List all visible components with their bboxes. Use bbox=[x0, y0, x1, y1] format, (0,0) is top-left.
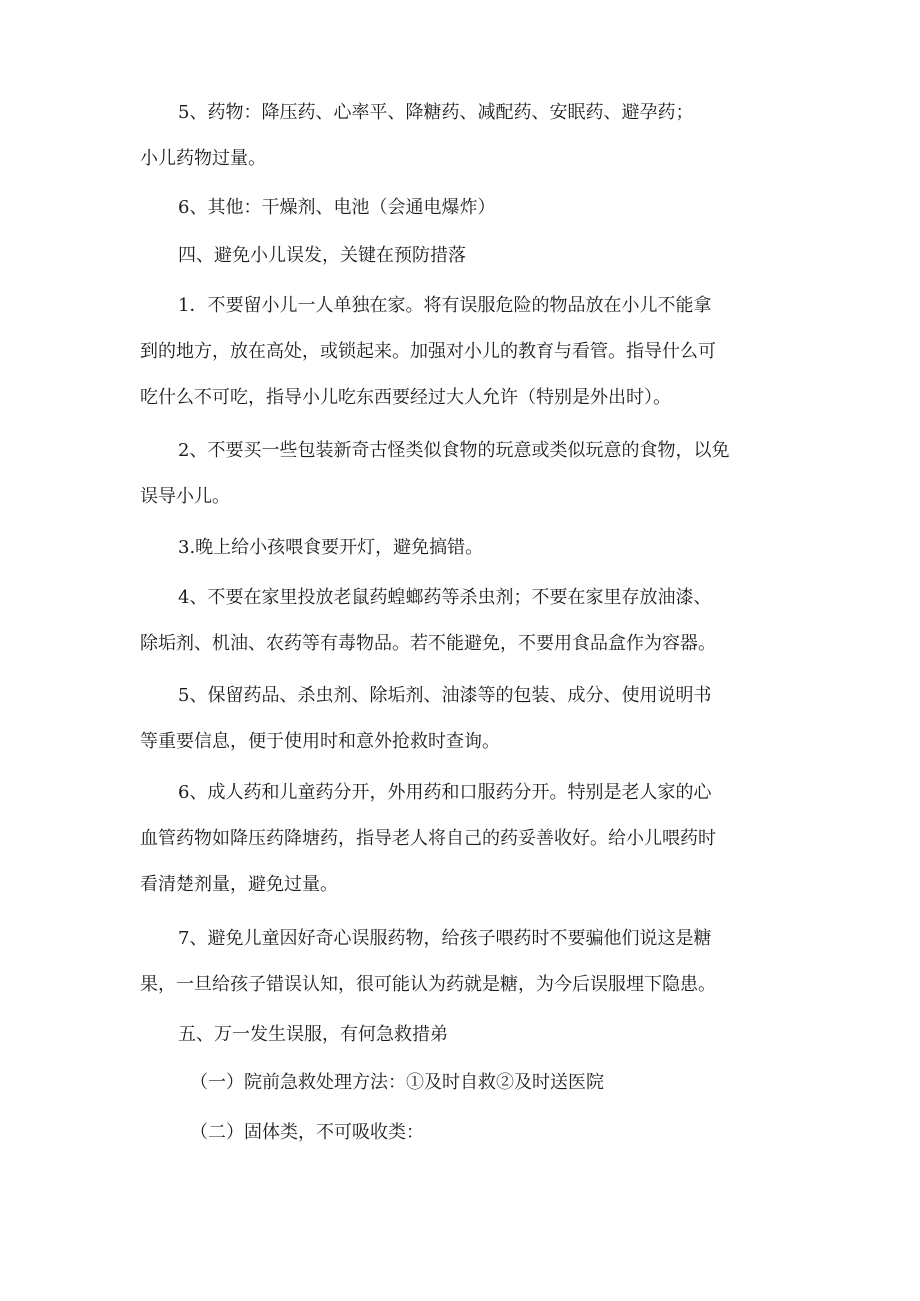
text-line: 除垢剂、机油、农药等有毒物品。若不能避免，不要用食品盒作为容器。 bbox=[140, 633, 716, 654]
paragraph-others bbox=[140, 185, 790, 231]
sub-heading-prehospital bbox=[140, 1060, 790, 1106]
text-line: 6、其他：干燥剂、电池（会通电爆炸） bbox=[178, 197, 496, 218]
text-line: 血管药物如降压药降塘药，指导老人将自己的药妥善收好。给小儿喂药时 bbox=[140, 828, 716, 849]
sub-heading-solid bbox=[140, 1110, 790, 1156]
text-line: 2、不要买一些包装新奇古怪类似食物的玩意或类似玩意的食物，以免 bbox=[178, 440, 730, 461]
text-line: 3.晚上给小孩喂食要开灯，避免搞错。 bbox=[178, 537, 484, 558]
paragraph-medicines bbox=[140, 90, 790, 182]
text-line: 误导小儿。 bbox=[140, 486, 230, 507]
text-line: 果，一旦给孩子错误认知，很可能认为药就是糖，为今后误服埋下隐患。 bbox=[140, 974, 716, 995]
text-line: 看清楚剂量，避免过量。 bbox=[140, 874, 338, 895]
paragraph-rule-3 bbox=[140, 525, 790, 571]
sub-heading: （一）院前急救处理方法：①及时自救②及时送医院 bbox=[190, 1072, 604, 1093]
text-line: 4、不要在家里投放老鼠药蝗螂药等杀虫剂；不要在家里存放油漆、 bbox=[178, 587, 712, 608]
paragraph-rule-7 bbox=[140, 916, 790, 1008]
text-line: 吃什么不可吃，指导小儿吃东西要经过大人允许（特别是外出时）。 bbox=[140, 387, 671, 408]
text-line: 1．不要留小儿一人单独在家。将有误服危险的物品放在小儿不能拿 bbox=[178, 295, 712, 316]
text-line: 5、保留药品、杀虫剂、除垢剂、油漆等的包装、成分、使用说明书 bbox=[178, 685, 712, 706]
paragraph-rule-2 bbox=[140, 428, 790, 520]
text-line: 6、成人药和儿童药分开，外用药和口服药分开。特别是老人家的心 bbox=[178, 782, 712, 803]
text-line: 小儿药物过量。 bbox=[140, 148, 266, 169]
paragraph-rule-4 bbox=[140, 575, 790, 667]
text-line: 5、药物：降压药、心率平、降糖药、减配药、安眠药、避孕药； bbox=[178, 102, 694, 123]
paragraph-rule-1 bbox=[140, 283, 790, 421]
paragraph-rule-5 bbox=[140, 673, 790, 765]
section-heading: 五、万一发生误服，有何急救措弟 bbox=[178, 1024, 448, 1045]
text-line: 7、避免儿童因好奇心误服药物，给孩子喂药时不要骗他们说这是糖 bbox=[178, 928, 712, 949]
text-line: 等重要信息，便于使用时和意外抢救时查询。 bbox=[140, 731, 500, 752]
text-line: 到的地方，放在高处，或锁起来。加强对小儿的教育与看管。指导什么可 bbox=[140, 341, 716, 362]
section-heading: 四、避免小儿误发，关键在预防措落 bbox=[178, 245, 466, 266]
section-heading-prevention bbox=[140, 233, 790, 279]
sub-heading: （二）固体类，不可吸收类： bbox=[190, 1122, 424, 1143]
paragraph-rule-6 bbox=[140, 770, 790, 908]
section-heading-emergency bbox=[140, 1012, 790, 1058]
